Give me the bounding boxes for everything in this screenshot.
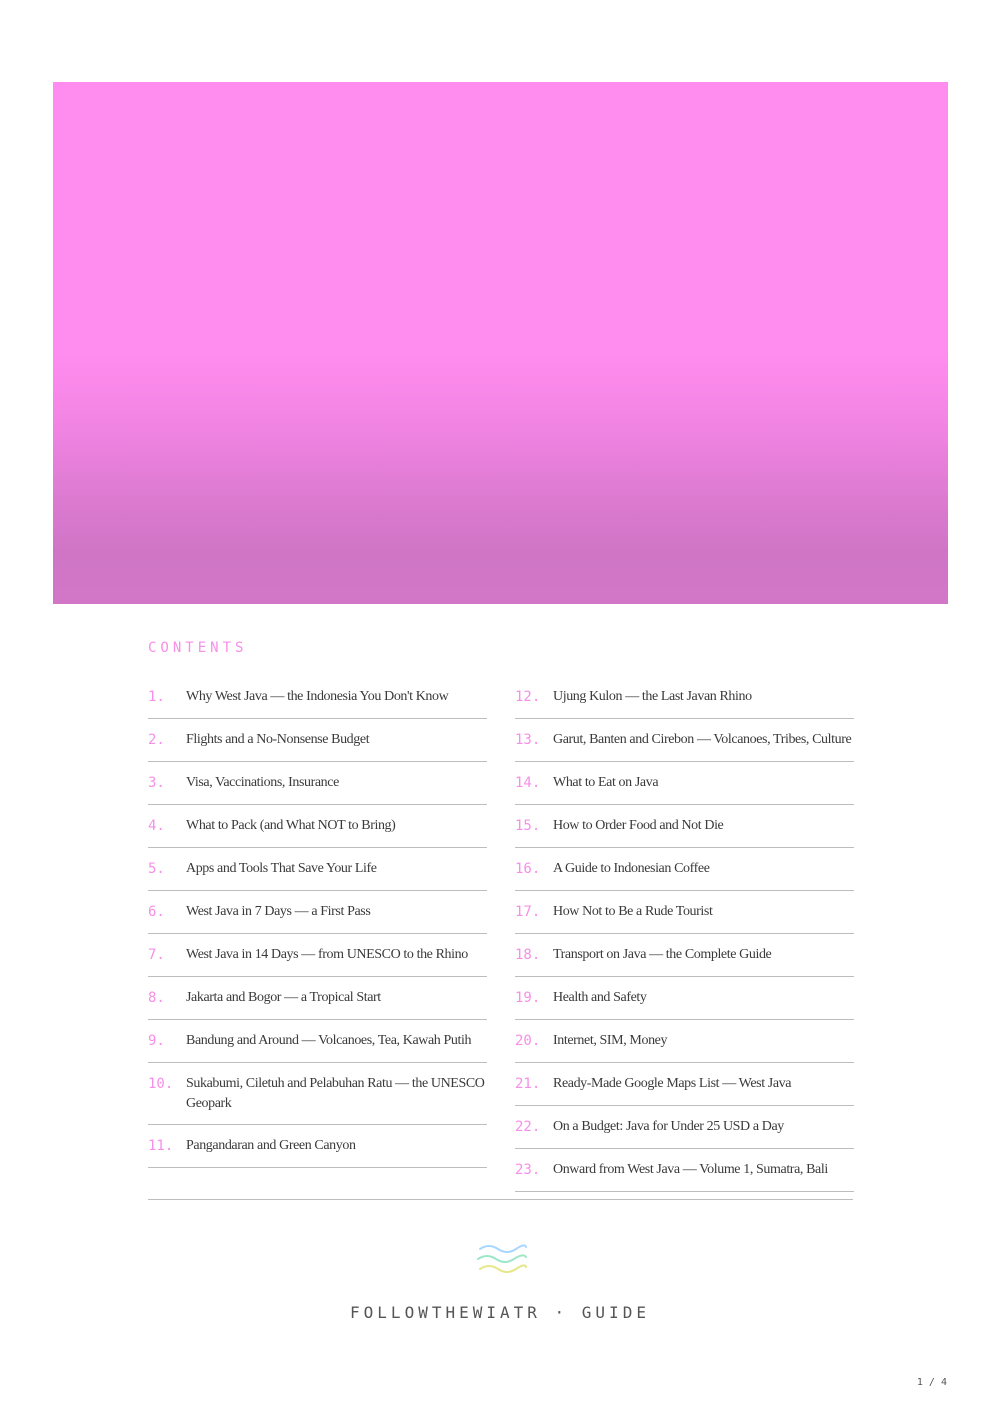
toc-title: A Guide to Indonesian Coffee <box>553 861 710 876</box>
toc-item[interactable] <box>515 1149 854 1192</box>
toc-number: 5. <box>148 861 165 877</box>
toc-number: 23. <box>515 1162 541 1178</box>
footer-divider <box>148 1199 853 1200</box>
toc-title: Transport on Java — the Complete Guide <box>553 947 772 962</box>
toc-item[interactable] <box>148 848 487 891</box>
toc-number: 17. <box>515 904 541 920</box>
toc-number: 21. <box>515 1076 541 1092</box>
toc-item[interactable] <box>148 719 487 762</box>
toc-number: 18. <box>515 947 541 963</box>
toc-title: Jakarta and Bogor — a Tropical Start <box>186 990 381 1005</box>
waves-icon <box>476 1243 528 1275</box>
toc-title: Ready-Made Google Maps List — West Java <box>553 1076 792 1091</box>
toc-title: Ujung Kulon — the Last Javan Rhino <box>553 689 752 704</box>
toc-item[interactable] <box>515 891 854 934</box>
toc-item[interactable] <box>148 805 487 848</box>
toc-item[interactable] <box>148 762 487 805</box>
toc-title: Health and Safety <box>553 990 647 1005</box>
toc-item[interactable] <box>515 977 854 1020</box>
toc-item[interactable] <box>515 805 854 848</box>
toc-title: Visa, Vaccinations, Insurance <box>186 775 339 790</box>
toc-item[interactable] <box>148 977 487 1020</box>
toc-title: Sukabumi, Ciletuh and Pelabuhan Ratu — the UNESCO Geopark <box>186 1076 485 1111</box>
toc-title: Why West Java — the Indonesia You Don't Know <box>186 689 449 704</box>
toc-title: Internet, SIM, Money <box>553 1033 668 1048</box>
toc-number: 9. <box>148 1033 165 1049</box>
toc-number: 6. <box>148 904 165 920</box>
toc-item[interactable] <box>515 1106 854 1149</box>
toc-number: 22. <box>515 1119 541 1135</box>
toc-item[interactable] <box>148 1125 487 1168</box>
toc-title: Onward from West Java — Volume 1, Sumatra, Bali <box>553 1162 828 1177</box>
toc-title: How to Order Food and Not Die <box>553 818 724 833</box>
toc-right-column <box>515 676 854 1192</box>
toc-number: 8. <box>148 990 165 1006</box>
toc-item[interactable] <box>515 676 854 719</box>
toc-item[interactable] <box>515 762 854 805</box>
toc-number: 7. <box>148 947 165 963</box>
toc-item[interactable] <box>515 719 854 762</box>
toc-title: Apps and Tools That Save Your Life <box>186 861 377 876</box>
toc-left-column <box>148 676 487 1168</box>
toc-item[interactable] <box>148 676 487 719</box>
toc-title: How Not to Be a Rude Tourist <box>553 904 713 919</box>
toc-number: 15. <box>515 818 541 834</box>
toc-number: 3. <box>148 775 165 791</box>
toc-number: 4. <box>148 818 165 834</box>
toc-title: Bandung and Around — Volcanoes, Tea, Kawah Putih <box>186 1033 472 1048</box>
toc-item[interactable] <box>515 848 854 891</box>
toc-item[interactable] <box>148 1020 487 1063</box>
toc-number: 13. <box>515 732 541 748</box>
contents-heading: CONTENTS <box>148 640 248 656</box>
toc-title: West Java in 14 Days — from UNESCO to the Rhino <box>186 947 468 962</box>
toc-number: 12. <box>515 689 541 705</box>
toc-title: West Java in 7 Days — a First Pass <box>186 904 371 919</box>
page-number: 1 / 4 <box>916 1377 947 1388</box>
toc-title: Garut, Banten and Cirebon — Volcanoes, Tribes, Culture <box>553 732 852 747</box>
toc-title: On a Budget: Java for Under 25 USD a Day <box>553 1119 784 1134</box>
toc-number: 1. <box>148 689 165 705</box>
toc-item[interactable] <box>148 1063 487 1125</box>
hero-image <box>53 82 948 604</box>
toc-number: 20. <box>515 1033 541 1049</box>
toc-number: 2. <box>148 732 165 748</box>
brand-footer: FOLLOWTHEWIATR · GUIDE <box>350 1303 650 1322</box>
toc-title: Pangandaran and Green Canyon <box>186 1138 356 1153</box>
toc-title: What to Pack (and What NOT to Bring) <box>186 818 396 833</box>
toc-item[interactable] <box>148 891 487 934</box>
toc-item[interactable] <box>148 934 487 977</box>
toc-item[interactable] <box>515 1020 854 1063</box>
toc-number: 11. <box>148 1138 174 1154</box>
toc-title: What to Eat on Java <box>553 775 659 790</box>
toc-item[interactable] <box>515 1063 854 1106</box>
toc-number: 19. <box>515 990 541 1006</box>
toc-number: 14. <box>515 775 541 791</box>
toc-number: 10. <box>148 1076 174 1092</box>
toc-item[interactable] <box>515 934 854 977</box>
toc-title: Flights and a No-Nonsense Budget <box>186 732 370 747</box>
toc-number: 16. <box>515 861 541 877</box>
